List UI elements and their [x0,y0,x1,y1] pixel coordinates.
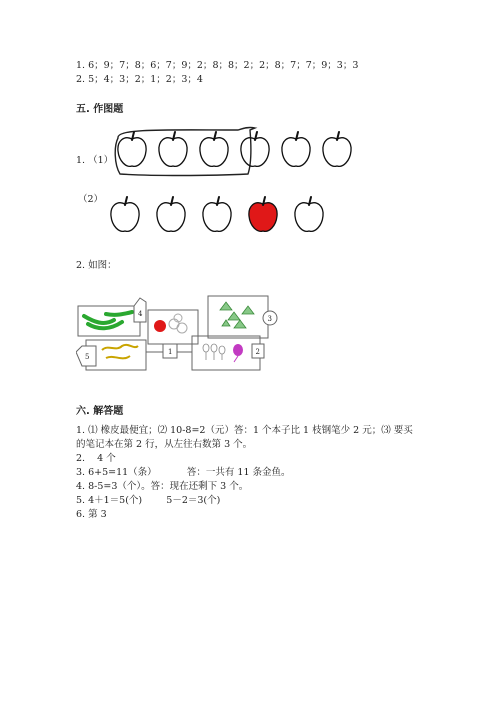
trees-drawing [220,302,254,328]
answer-6-1-line-1: 1. ⑴ 橡皮最便宜；⑵ 10-8=2（元）答：1 个本子比 1 枝钢笔少 2 元；⑶ 要买 [76,425,413,436]
apple-row-2 [105,194,325,239]
apple-icon [319,129,355,171]
answer-line-2: 2. 5；4；3；2；1；2；3；4 [76,74,203,85]
answer-6-6: 6. 第 3 [76,509,107,520]
apple-icon [107,194,143,236]
apple-icon [114,129,150,171]
number-4: 4 [138,310,143,318]
cucumber-drawing [84,312,132,328]
number-5: 5 [85,353,90,361]
purple-balloon [233,344,243,356]
answer-6-4: 4. 8-5=3（个）。答：现在还剩下 3 个。 [76,481,249,492]
number-1: 1 [168,348,173,356]
apple-icon [153,194,189,236]
apple-row-1 [112,127,347,172]
q1-label: 1. （1） [76,155,114,166]
section-6-title: 六. 解答题 [76,406,124,417]
box-balloons [192,336,260,370]
q3-label: 2. 如图： [76,260,117,271]
number-2: 2 [255,348,260,356]
apple-icon [237,129,273,171]
classification-diagram [76,292,286,372]
apple-icon [291,194,327,236]
answer-6-5: 5. 4＋1＝5(个) 5－2＝3(个) [76,495,221,506]
caterpillar-drawing [102,345,138,358]
apple-icon [199,194,235,236]
tomato-drawing [154,320,166,332]
red-apple-icon [245,194,281,236]
apple-icon [196,129,232,171]
balloons-drawing [203,344,225,360]
answer-6-2: 2. 4 个 [76,453,116,464]
answer-6-3: 3. 6+5=11（条） 答：一共有 11 条金鱼。 [76,467,291,478]
apple-icon [278,129,314,171]
q2-label: （2） [78,194,104,205]
number-3: 3 [267,315,272,323]
answer-6-1-line-2: 的笔记本在第 2 行，从左往右数第 3 个。 [76,439,253,450]
apple-icon [155,129,191,171]
answer-line-1: 1. 6；9；7；8；6；7；9；2；8；8；2；2；8；7；7；9；3；3 [76,60,359,71]
section-5-title: 五. 作图题 [76,104,124,115]
